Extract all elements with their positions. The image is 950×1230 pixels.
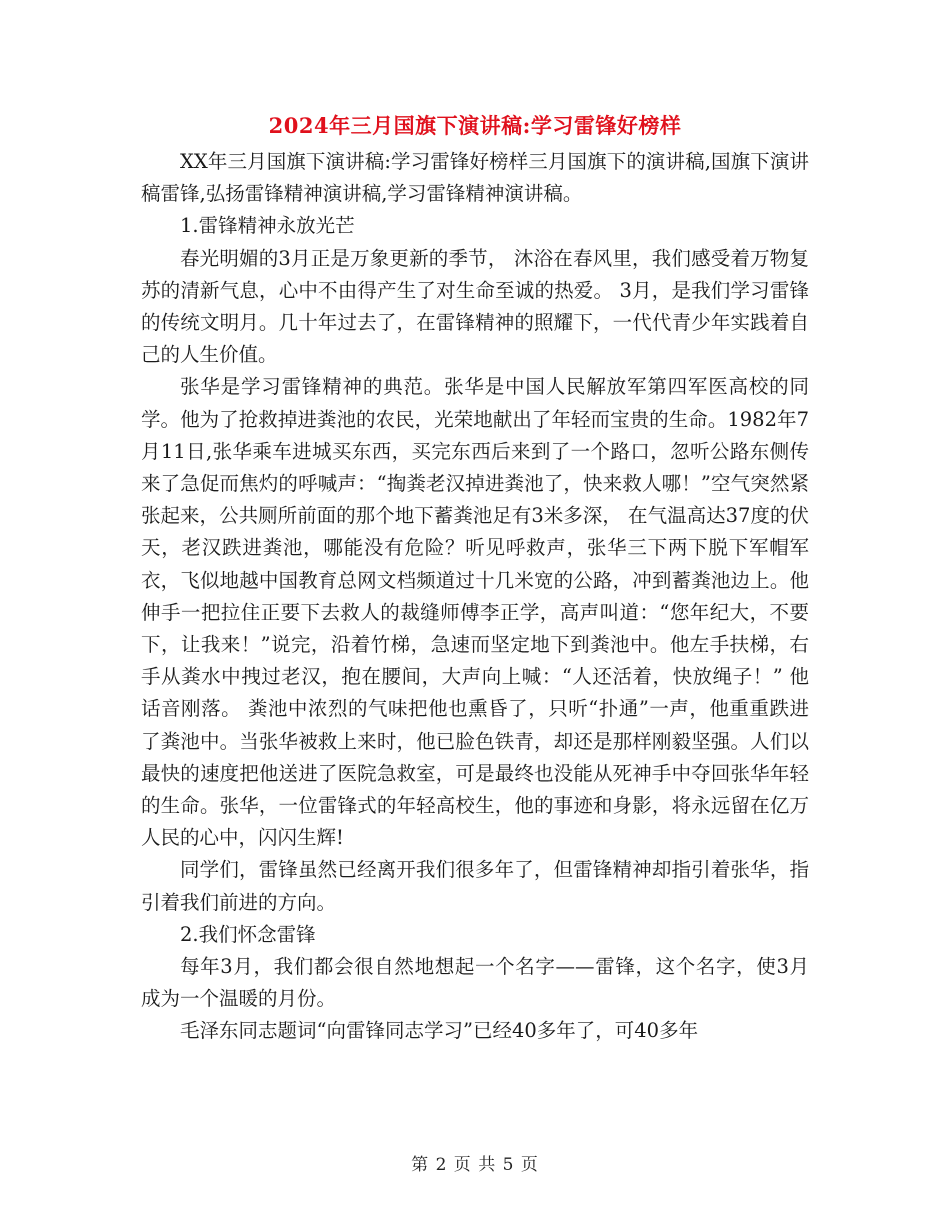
paragraph-maozedong: 毛泽东同志题词“向雷锋同志学习”已经40多年了，可40多年 [180, 1019, 699, 1043]
section-heading-2: 2.我们怀念雷锋 [180, 922, 316, 946]
paragraph-intro: XX年三月国旗下演讲稿:学习雷锋好榜样三月国旗下的演讲稿,国旗下演讲稿雷锋,弘扬雷锋精神演讲稿,学习雷锋精神演讲稿。 [141, 150, 809, 206]
paragraph-march: 每年3月，我们都会很自然地想起一个名字——雷锋，这个名字，使3月成为一个温暖的月份。 [141, 955, 809, 1011]
paragraph-spring: 春光明媚的3月正是万象更新的季节， 沐浴在春风里，我们感受着万物复苏的清新气息，心中不由得产生了对生命至诚的热爱。 3月，是我们学习雷锋的传统文明月。几十年过去了，在雷锋精神的照耀下，一代代青少年实践着自己的人生价值。 [141, 246, 809, 367]
document-title: 2024年三月国旗下演讲稿:学习雷锋好榜样 [268, 113, 682, 138]
paragraph-zhanghua: 张华是学习雷锋精神的典范。张华是中国人民解放军第四军医高校的同学。他为了抢救掉进粪池的农民，光荣地献出了年轻而宝贵的生命。1982年7月11日,张华乘车进城买东西，买完东西后来到了一个路口，忽听公路东侧传来了急促而焦灼的呼喊声：“掏粪老汉掉进粪池了，快来救人哪！”空气突然紧张起来，公共厕所前面的那个地下蓄粪池足有3米多深， 在气温高达37度的伏天，老汉跌进粪池，哪能没有危险？听见呼救声，张华三下两下脱下军帽军衣，飞似地越中国教育总网文档频道过十几米宽的公路，冲到蓄粪池边上。他伸手一把拉住正要下去救人的裁缝师傅李正学，高声叫道：“您年纪大，不要下，让我来！”说完，沿着竹梯，急速而坚定地下到粪池中。他左手扶梯，右手从粪水中拽过老汉，抱在腰间，大声向上喊：“人还活着，快放绳子！” 他话音刚落。 粪池中浓烈的气味把他也熏昏了，只听“扑通”一声，他重重跌进了粪池中。当张华被救上来时，他已脸色铁青，却还是那样刚毅坚强。人们以最快的速度把他送进了医院急救室，可是最终也没能从死神手中夺回张华年轻的生命。张华，一位雷锋式的年轻高校生，他的事迹和身影，将永远留在亿万人民的心中，闪闪生辉! [141, 375, 809, 850]
paragraph-students: 同学们，雷锋虽然已经离开我们很多年了，但雷锋精神却指引着张华，指引着我们前进的方向。 [141, 858, 809, 914]
document-body [141, 146, 809, 1048]
page-footer: 第 2 页 共 5 页 [411, 1155, 539, 1175]
section-heading-1: 1.雷锋精神永放光芒 [180, 214, 355, 238]
